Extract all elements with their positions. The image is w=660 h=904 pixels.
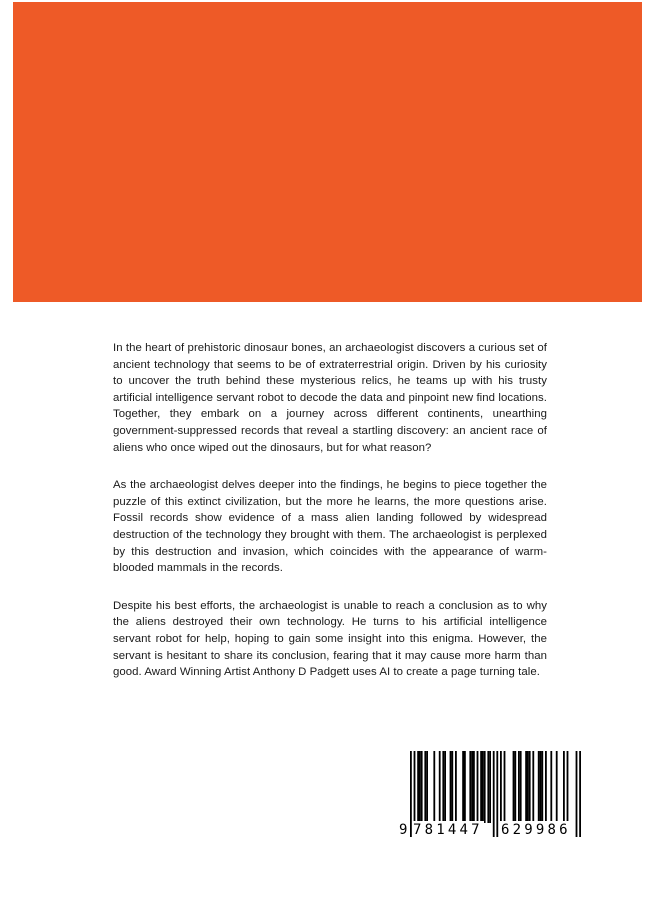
barcode-bar (480, 751, 482, 823)
barcode-bar (455, 751, 457, 823)
barcode-bar (424, 751, 426, 823)
barcode-bar (462, 751, 464, 823)
barcode-bar (444, 751, 446, 823)
barcode-bar (538, 751, 540, 823)
isbn-left-group: 781447 (413, 822, 483, 838)
barcode-bar (489, 751, 491, 823)
barcode-bar (442, 751, 444, 823)
isbn-barcode (398, 749, 584, 839)
barcode-bar (451, 751, 453, 823)
barcode-bar (540, 751, 542, 823)
barcode-bar (500, 751, 502, 823)
barcode-bar (471, 751, 473, 823)
barcode-bar (477, 751, 479, 823)
barcode-bar (513, 751, 515, 823)
barcode-bar (527, 751, 529, 823)
blurb-paragraph-1: In the heart of prehistoric dinosaur bones, an archaeologist discovers a curious set of ancient technology that seems to be of extraterrestrial origin. Driven by his curiosity to uncover the truth behind these mysterious relics, he teams up with his trusty artificial intelligence servant robot to decode the data and pinpoint new find locations. Together, they embark on a journey across different continents, unearthing government-suppressed records that reveal a startling discovery: an ancient race of aliens who once wiped out the dinosaurs, but for what reason? (113, 342, 547, 454)
barcode-bar (426, 751, 428, 823)
barcode-bar (433, 751, 435, 823)
isbn-lead-digit: 9 (399, 822, 408, 838)
barcode-bar (473, 751, 475, 823)
barcode-bar (525, 751, 527, 823)
barcode-bar (417, 751, 419, 823)
barcode-bar (563, 751, 565, 823)
blurb-paragraph-3: Despite his best efforts, the archaeologist is unable to reach a conclusion as to why the aliens destroyed their own technology. He turns to his artificial intelligence servant robot for help, hoping to gain some insight into this enigma. However, the servant is hesitant to share its conclusion, fearing that it may cause more harm than good. Award Winning Artist Anthony D Padgett uses AI to create a page turning tale. (113, 599, 547, 679)
barcode-bar (514, 751, 516, 823)
back-cover-blurb (113, 340, 547, 702)
barcode-bar (518, 751, 520, 823)
barcode-bar (529, 751, 531, 823)
barcode-bar (532, 751, 534, 823)
barcode-bar (450, 751, 452, 823)
barcode-bar (556, 751, 558, 823)
barcode-bar (482, 751, 484, 823)
barcode-bar (487, 751, 489, 823)
barcode-bar (541, 751, 543, 823)
isbn-right-group: 629986 (501, 822, 571, 838)
cover-art-band (13, 2, 642, 302)
barcode-bar (504, 751, 506, 823)
barcode-bar (419, 751, 421, 823)
isbn-digits (398, 821, 584, 839)
barcode-bar (550, 751, 552, 823)
barcode-bar (567, 751, 569, 823)
barcode-bar (421, 751, 423, 823)
blurb-paragraph-2: As the archaeologist delves deeper into the findings, he begins to piece together the puzzle of this extinct civilization, but the more he learns, the more questions arise. Fossil records show evidence of a mass alien landing followed by widespread destruction of the technology they brought with them. The archaeologist is perplexed by this destruction and invasion, which coincides with the appearance of warm-blooded mammals in the records. (113, 479, 547, 575)
barcode-bar (464, 751, 466, 823)
barcode-bar (469, 751, 471, 823)
barcode-bar (484, 751, 486, 823)
barcode-bar (545, 751, 547, 823)
barcode-bar (439, 751, 441, 823)
barcode-bar (520, 751, 522, 823)
